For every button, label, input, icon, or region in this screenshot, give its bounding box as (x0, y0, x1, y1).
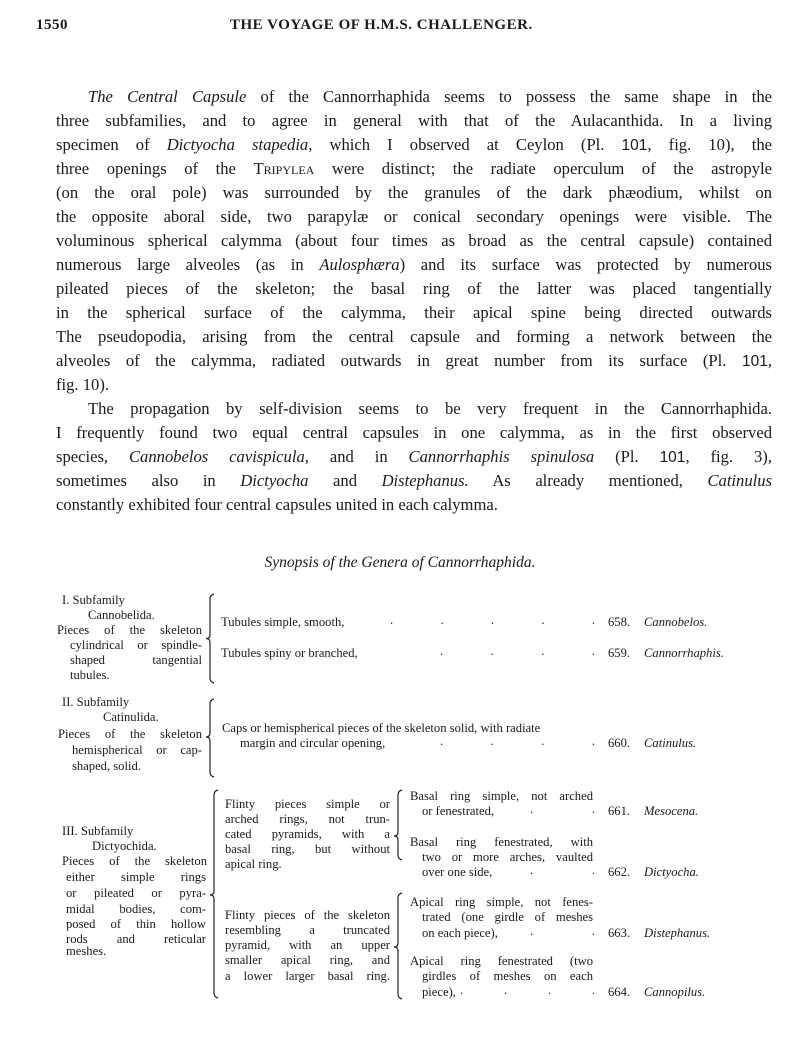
genus-number: 658. (608, 615, 631, 629)
body-line (56, 470, 772, 492)
body-line (88, 86, 772, 108)
body-line (56, 134, 772, 156)
text-run: Aulosphæra (319, 255, 400, 274)
genus-number: 659. (608, 646, 631, 660)
text-run: three subfamilies, and to agree in general with that of the Aulacanthida. In a living (56, 111, 772, 130)
table-text: margin and circular opening, (240, 736, 386, 750)
genus-name: Distephanus. (644, 926, 711, 940)
genus-number: 660. (608, 736, 631, 750)
text-run: specimen of (56, 135, 167, 154)
synopsis-title: Synopsis of the Genera of Cannorrhaphida. (264, 554, 536, 571)
body-line (56, 278, 772, 300)
text-run: and (333, 471, 382, 490)
text-run: The Central Capsule (88, 87, 247, 106)
table-text: meshes. (66, 944, 107, 958)
table-text: Catinulida. (103, 710, 159, 724)
text-run: Dictyocha stapedia, (166, 135, 313, 154)
genus-name: Dictyocha. (644, 865, 699, 879)
text-run: (Pl. (615, 447, 660, 466)
genus-number: 664. (608, 985, 631, 999)
table-text: pyramid, with an upper (225, 938, 390, 952)
body-line (56, 182, 772, 204)
text-run: Catinulus (707, 471, 772, 490)
row-description: Basal ring fenestrated, with (410, 835, 593, 849)
text-run: fig. 10). (56, 375, 109, 394)
body-line (56, 302, 772, 324)
table-text: Pieces of the skeleton (58, 727, 202, 741)
genus-name: Mesocena. (644, 804, 699, 818)
body-line (56, 254, 772, 276)
dot-leader: . . (530, 802, 595, 816)
row-description: two or more arches, vaulted (422, 850, 593, 864)
subfamily-label: III. Subfamily (62, 824, 134, 838)
row-description: Tubules simple, smooth, (221, 615, 345, 629)
text-run: Dictyocha (240, 471, 309, 490)
text-run: , fig. 3), (685, 447, 772, 466)
text-run: were distinct; the radiate operculum of the astropyle (331, 159, 772, 178)
text-run: ) and its surface was protected by numerous (399, 255, 773, 274)
row-description: piece), (422, 985, 456, 999)
row-description: Apical ring fenestrated (two (410, 954, 593, 968)
table-text: Flinty pieces of the skeleton (225, 908, 390, 922)
text-run: Distephanus. (381, 471, 469, 490)
text-run: As already mentioned, (468, 471, 708, 490)
text-run: The propagation by self-division seems to be very frequent in the Cannorrhaphida. (88, 399, 772, 418)
text-run: numerous large alveoles (as in (56, 255, 320, 274)
text-run: Tripylea (253, 159, 315, 178)
body-line (56, 350, 772, 372)
row-description: trated (one girdle of meshes (422, 910, 593, 924)
text-run: alveoles of the calymma, radiated outwards in great number from its surface (Pl. (56, 351, 742, 370)
table-text: cylindrical or spindle- (70, 638, 202, 652)
table-text: Pieces of the skeleton (57, 623, 202, 637)
body-line (56, 326, 772, 348)
dot-leader: . . . . (460, 983, 595, 997)
genus-number: 662. (608, 865, 631, 879)
genus-name: Cannorrhaphis. (644, 646, 724, 660)
table-text: posed of thin hollow (66, 917, 206, 931)
genus-number: 661. (608, 804, 631, 818)
text-run: , fig. 10), the (647, 135, 773, 154)
table-text: a lower larger basal ring. (225, 969, 390, 983)
text-run: I frequently found two equal central capsules in one calymma, as in the first observed (56, 423, 772, 442)
row-description: Caps or hemispherical pieces of the skeleton solid, with radiate (222, 721, 541, 735)
body-line (56, 446, 772, 468)
table-text: resembling a truncated (225, 923, 390, 937)
text-run: 101 (621, 137, 648, 154)
body-line (88, 398, 772, 420)
text-run: of the Cannorrhaphida seems to possess the same shape in the (260, 87, 772, 106)
table-text: Flinty pieces simple or (225, 797, 390, 811)
text-run: three openings of the (56, 159, 254, 178)
table-text: arched rings, not trun- (225, 812, 390, 826)
table-text: Dictyochida. (92, 839, 157, 853)
table-text: rods and reticular (66, 932, 206, 946)
table-text: basal ring, but without (225, 842, 390, 856)
row-description: girdles of meshes on each (422, 969, 593, 983)
genus-number: 663. (608, 926, 631, 940)
dot-leader: . . . . (440, 644, 595, 658)
dot-leader: . . (530, 863, 595, 877)
table-text: cated pyramids, with a (225, 827, 390, 841)
dot-leader: . . . . (440, 734, 595, 748)
text-run: species, (56, 447, 129, 466)
text-run: Cannobelos cavispicula, (128, 447, 309, 466)
dot-leader: . . . . . (390, 613, 595, 627)
subfamily-label: II. Subfamily (62, 695, 130, 709)
body-line (56, 158, 772, 180)
table-text: shaped tangential (70, 653, 202, 667)
row-description: over one side, (422, 865, 493, 879)
text-run: and in (329, 447, 409, 466)
text-run: voluminous spherical calymma (about four times as broad as the central capsule) contained (56, 231, 772, 250)
text-run: , (767, 351, 772, 370)
text-run: pileated pieces of the skeleton; the basal ring of the latter was placed tangentially (56, 279, 772, 298)
table-text: hemispherical or cap- (72, 743, 202, 757)
table-text: or pileated or pyra- (66, 886, 206, 900)
table-text: Pieces of the skeleton (62, 854, 207, 868)
text-run: The pseudopodia, arising from the central capsule and forming a network between the (56, 327, 772, 346)
row-description: Basal ring simple, not arched (410, 789, 593, 803)
table-text: apical ring. (225, 857, 282, 871)
table-text: Cannobelida. (88, 608, 155, 622)
genus-name: Catinulus. (644, 736, 697, 750)
genus-name: Cannopilus. (644, 985, 706, 999)
table-text: tubules. (70, 668, 110, 682)
row-description: Tubules spiny or branched, (221, 646, 358, 660)
genus-name: Cannobelos. (644, 615, 708, 629)
row-description: Apical ring simple, not fenes- (410, 895, 593, 909)
text-run: in the spherical surface of the calymma, their apical spine being directed outwards (56, 303, 772, 322)
brace (394, 893, 404, 999)
page-number: 1550 (36, 17, 68, 33)
body-line (56, 494, 772, 516)
table-text: smaller apical ring, and (225, 953, 390, 967)
text-run: which I observed at Ceylon (Pl. (329, 135, 622, 154)
text-run: 101 (741, 353, 768, 370)
body-line (56, 422, 772, 444)
text-run: the opposite aboral side, two parapylæ or conical secondary openings were visible. The (56, 207, 772, 226)
body-line (56, 230, 772, 252)
table-text: either simple rings (66, 870, 206, 884)
table-text: midal bodies, com- (66, 902, 206, 916)
brace (210, 790, 220, 998)
text-run: (on the oral pole) was surrounded by the granules of the dark phæodium, whilst on (56, 183, 772, 202)
table-text: shaped, solid. (72, 759, 141, 773)
text-run: constantly exhibited four central capsules united in each calymma. (56, 495, 498, 514)
text-run: Cannorrhaphis spinulosa (408, 447, 595, 466)
brace (206, 594, 216, 683)
brace (206, 699, 216, 777)
dot-leader: . . (530, 924, 595, 938)
subfamily-label: I. Subfamily (62, 593, 125, 607)
body-line (56, 374, 772, 396)
text-run: sometimes also in (56, 471, 241, 490)
row-description: on each piece), (422, 926, 498, 940)
body-line (56, 110, 772, 132)
body-line (56, 206, 772, 228)
row-description: or fenestrated, (422, 804, 495, 818)
brace (394, 790, 404, 860)
running-title: THE VOYAGE OF H.M.S. CHALLENGER. (230, 17, 533, 33)
text-run: 101 (659, 449, 686, 466)
